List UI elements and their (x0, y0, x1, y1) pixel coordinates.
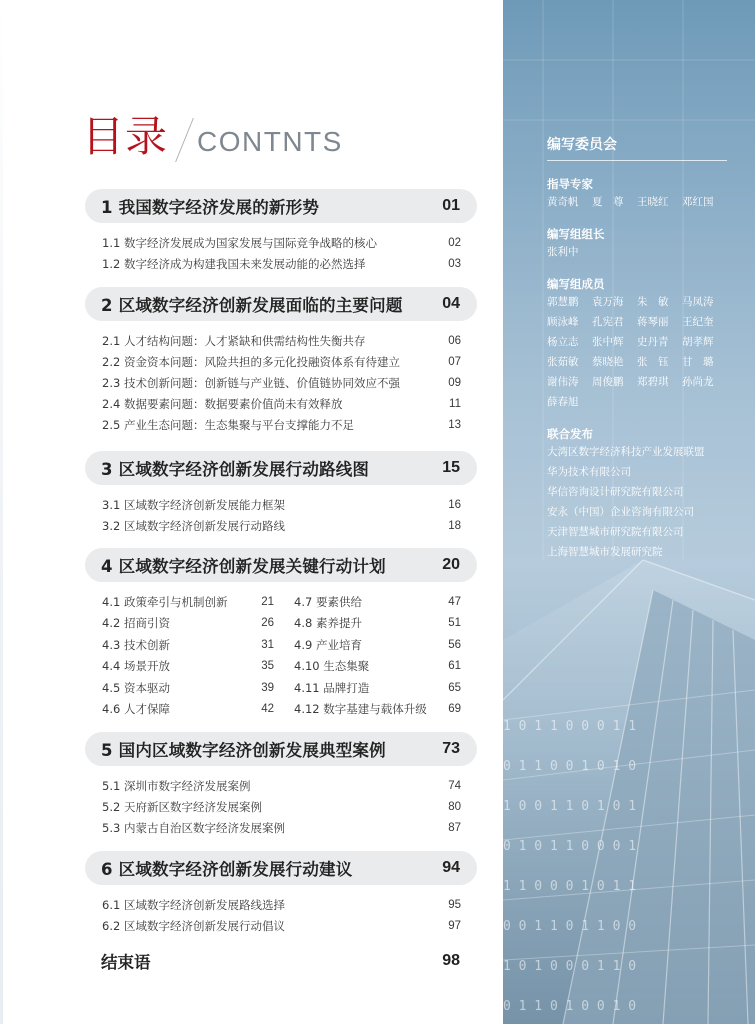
section-page: 74 (448, 779, 461, 792)
section-page: 09 (448, 376, 461, 389)
leader-name: 张利中 (547, 246, 579, 258)
section-column-right (294, 591, 461, 720)
section-row[interactable] (102, 232, 461, 253)
section-page: 69 (448, 703, 461, 716)
section-row[interactable] (102, 591, 294, 613)
section-text: 3.1 区域数字经济创新发展能力框架 (102, 497, 285, 512)
section-row[interactable] (102, 515, 461, 536)
section-text: 4.2 招商引资 (102, 616, 170, 631)
section-row[interactable] (102, 796, 461, 817)
chapter-title: 2 区域数字经济创新发展面临的主要问题 (101, 296, 403, 315)
section-text: 2.5 产业生态问题：生态集聚与平台支撑能力不足 (102, 417, 354, 432)
section-page: 51 (448, 617, 461, 630)
section-text: 5.2 天府新区数字经济发展案例 (102, 799, 262, 814)
member-name: 马凤涛 (682, 296, 714, 308)
chapter-title: 4 区域数字经济创新发展关键行动计划 (101, 557, 386, 576)
section-row[interactable] (294, 699, 461, 721)
member-name: 张 钰 (637, 356, 669, 368)
chapter-title: 6 区域数字经济创新发展行动建议 (101, 860, 353, 879)
section-page: 21 (261, 595, 274, 608)
section-row[interactable] (102, 656, 294, 678)
chapter-page: 73 (442, 740, 460, 757)
section-text: 5.1 深圳市数字经济发展案例 (102, 778, 251, 793)
publishers-title: 联合发布 (547, 427, 593, 441)
section-text: 4.6 人才保障 (102, 702, 170, 717)
section-page: 65 (448, 681, 461, 694)
section-page: 42 (261, 703, 274, 716)
member-name: 谢伟涛 (547, 376, 579, 388)
section-list (85, 766, 477, 838)
advisors-list (547, 192, 727, 212)
chapter-5 (85, 732, 477, 851)
section-text: 2.2 资金资本问题：风险共担的多元化投融资体系有待建立 (102, 354, 400, 369)
advisor-name: 王晓红 (637, 196, 669, 208)
section-row[interactable] (102, 677, 294, 699)
section-page: 26 (261, 617, 274, 630)
member-name: 郭慧鹏 (547, 296, 579, 308)
member-name: 蔡晓艳 (592, 356, 624, 368)
publisher-name: 大湾区数字经济科技产业发展联盟 (547, 446, 705, 458)
section-row[interactable] (102, 634, 294, 656)
section-row[interactable] (102, 372, 461, 393)
section-column-left (102, 591, 294, 720)
chapter-page: 15 (442, 459, 460, 476)
section-text: 4.11 品牌打造 (294, 680, 370, 695)
section-list (85, 321, 477, 435)
chapter-page: 04 (442, 295, 460, 312)
section-row[interactable] (294, 591, 461, 613)
section-text: 4.8 素养提升 (294, 616, 362, 631)
chapter-heading[interactable] (85, 287, 477, 321)
section-row[interactable] (102, 330, 461, 351)
leader-list (547, 242, 727, 262)
section-row[interactable] (102, 915, 461, 936)
page-title (82, 112, 343, 172)
table-of-contents (85, 189, 477, 976)
section-row[interactable] (102, 414, 461, 435)
leader-group (547, 226, 727, 262)
publishers-group (547, 426, 727, 562)
section-text: 1.2 数字经济成为构建我国未来发展动能的必然选择 (102, 256, 366, 271)
section-text: 4.3 技术创新 (102, 637, 170, 652)
chapter-page: 20 (442, 556, 460, 573)
section-list (85, 485, 477, 536)
section-row[interactable] (102, 393, 461, 414)
chapter-2 (85, 287, 477, 451)
section-row[interactable] (294, 634, 461, 656)
page-left-edge (0, 0, 3, 1024)
section-page: 95 (448, 898, 461, 911)
section-row[interactable] (102, 613, 294, 635)
member-name: 袁万海 (592, 296, 624, 308)
section-row[interactable] (102, 351, 461, 372)
chapter-heading[interactable] (85, 451, 477, 485)
chapter-4 (85, 548, 477, 732)
section-row[interactable] (102, 253, 461, 274)
publisher-name: 上海智慧城市发展研究院 (547, 546, 663, 558)
members-list (547, 292, 727, 412)
section-page: 11 (449, 397, 461, 410)
section-row[interactable] (102, 775, 461, 796)
section-page: 13 (448, 418, 461, 431)
section-row[interactable] (102, 894, 461, 915)
member-name: 周俊鹏 (592, 376, 624, 388)
leader-title: 编写组组长 (547, 227, 605, 241)
section-page: 80 (448, 800, 461, 813)
chapter-heading[interactable] (85, 851, 477, 885)
ending-entry[interactable] (85, 946, 477, 976)
section-row[interactable] (102, 494, 461, 515)
member-name: 孙尚龙 (682, 376, 714, 388)
section-text: 1.1 数字经济发展成为国家发展与国际竞争战略的核心 (102, 235, 377, 250)
committee-divider (547, 160, 727, 161)
section-page: 61 (448, 660, 461, 673)
section-list (85, 223, 477, 274)
title-chinese: 目录 (82, 112, 169, 161)
member-name: 胡孝辉 (682, 336, 714, 348)
section-grid (85, 582, 477, 720)
chapter-heading[interactable] (85, 732, 477, 766)
advisor-name: 夏 尊 (592, 196, 624, 208)
section-text: 4.4 场景开放 (102, 659, 170, 674)
member-name: 顾泳峰 (547, 316, 579, 328)
section-page: 16 (448, 498, 461, 511)
section-text: 4.10 生态集聚 (294, 659, 370, 674)
advisor-name: 邓红国 (682, 196, 714, 208)
publisher-name: 天津智慧城市研究院有限公司 (547, 526, 684, 538)
section-row[interactable] (294, 613, 461, 635)
section-text: 6.2 区域数字经济创新发展行动倡议 (102, 918, 285, 933)
chapter-page: 94 (442, 859, 460, 876)
section-page: 56 (448, 638, 461, 651)
member-name: 王纪奎 (682, 316, 714, 328)
section-text: 2.4 数据要素问题：数据要素价值尚未有效释放 (102, 396, 343, 411)
publisher-name: 华为技术有限公司 (547, 466, 631, 478)
member-name: 甘 璐 (682, 356, 714, 368)
section-page: 47 (448, 595, 461, 608)
credits-panel (503, 0, 755, 1024)
section-page: 02 (448, 236, 461, 249)
section-page: 39 (261, 681, 274, 694)
title-divider (175, 118, 194, 162)
ending-page: 98 (442, 952, 460, 969)
editorial-committee (547, 134, 727, 576)
member-name: 史丹青 (637, 336, 669, 348)
advisors-title: 指导专家 (547, 177, 593, 191)
section-text: 6.1 区域数字经济创新发展路线选择 (102, 897, 285, 912)
chapter-title: 5 国内区域数字经济创新发展典型案例 (101, 741, 386, 760)
chapter-title: 1 我国数字经济发展的新形势 (101, 198, 320, 217)
members-title: 编写组成员 (547, 277, 605, 291)
publisher-name: 华信咨询设计研究院有限公司 (547, 486, 684, 498)
committee-title: 编写委员会 (547, 137, 617, 153)
section-page: 03 (448, 257, 461, 270)
member-name: 张中辉 (592, 336, 624, 348)
section-page: 07 (448, 355, 461, 368)
chapter-1 (85, 189, 477, 287)
member-name: 朱 敏 (637, 296, 669, 308)
chapter-6 (85, 851, 477, 946)
advisor-name: 黄奇帆 (547, 196, 579, 208)
section-page: 31 (261, 638, 274, 651)
section-page: 35 (261, 660, 274, 673)
section-text: 4.1 政策牵引与机制创新 (102, 594, 228, 609)
member-name: 薛春旭 (547, 396, 579, 408)
chapter-3 (85, 451, 477, 548)
member-name: 郑碧琪 (637, 376, 669, 388)
members-group (547, 276, 727, 412)
member-name: 孔宪君 (592, 316, 624, 328)
section-text: 5.3 内蒙古自治区数字经济发展案例 (102, 820, 285, 835)
section-page: 18 (448, 519, 461, 532)
section-page: 97 (448, 919, 461, 932)
section-text: 4.5 资本驱动 (102, 680, 170, 695)
section-list (85, 885, 477, 936)
member-name: 张茹敏 (547, 356, 579, 368)
section-row[interactable] (294, 656, 461, 678)
section-text: 4.7 要素供给 (294, 594, 362, 609)
ending-title: 结束语 (101, 953, 151, 972)
member-name: 蒋琴丽 (637, 316, 669, 328)
section-row[interactable] (102, 817, 461, 838)
advisors-group (547, 176, 727, 212)
section-row[interactable] (294, 677, 461, 699)
chapter-page: 01 (442, 197, 460, 214)
chapter-title: 3 区域数字经济创新发展行动路线图 (101, 460, 370, 479)
section-text: 4.9 产业培育 (294, 637, 362, 652)
section-page: 87 (448, 821, 461, 834)
section-row[interactable] (102, 699, 294, 721)
chapter-heading[interactable] (85, 189, 477, 223)
section-text: 3.2 区域数字经济创新发展行动路线 (102, 518, 285, 533)
section-text: 4.12 数字基建与载体升级 (294, 702, 427, 717)
publisher-name: 安永（中国）企业咨询有限公司 (547, 506, 694, 518)
section-page: 06 (448, 334, 461, 347)
section-text: 2.1 人才结构问题：人才紧缺和供需结构性失衡共存 (102, 333, 366, 348)
title-english: CONTNTS (197, 126, 343, 157)
member-name: 杨立志 (547, 336, 579, 348)
section-text: 2.3 技术创新问题：创新链与产业链、价值链协同效应不强 (102, 375, 400, 390)
chapter-heading[interactable] (85, 548, 477, 582)
